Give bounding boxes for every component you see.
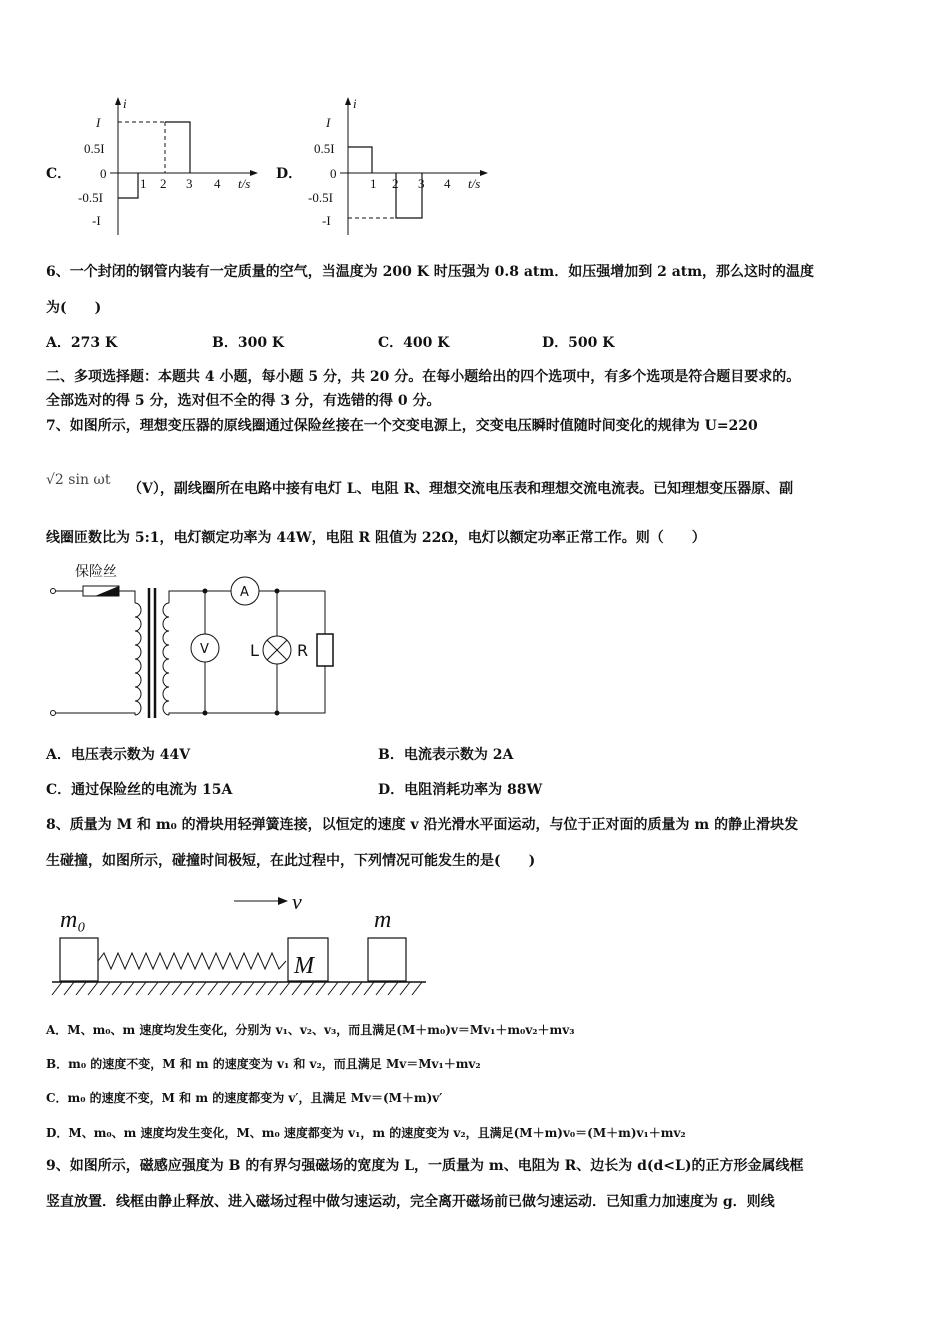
q8-option-d: D．M、m₀、m 速度均发生变化，M、m₀ 速度都变为 v₁，m 的速度变为 v₂，且满足(M＋m)v₀＝(M＋m)v₁＋mv₂ [46,1126,686,1140]
fig-v-label: v [292,889,302,914]
c-tick-I: I [96,115,101,130]
resistor-label: R [297,641,309,660]
q8-option-c: C．m₀ 的速度不变，M 和 m 的速度都变为 v′，且满足 Mv＝(M＋m)v′ [46,1091,443,1105]
c-x3: 3 [186,176,193,191]
q6-option-d: D．500 K [542,335,615,351]
option-d-label: D． [276,166,303,182]
voltmeter-label: V [200,642,209,657]
fuse-label: 保险丝 [75,564,117,580]
q6-line1: 6、一个封闭的钢管内装有一定质量的空气，当温度为 200 K 时压强为 0.8 atm．如压强增加到 2 atm，那么这时的温度 [46,264,815,280]
q8-line1: 8、质量为 M 和 m₀ 的滑块用轻弹簧连接，以恒定的速度 v 沿光滑水平面运动，与位于正对面的质量为 m 的静止滑块发 [46,817,799,833]
c-tick-mI: -I [92,213,101,228]
q8-line2: 生碰撞，如图所示，碰撞时间极短，在此过程中，下列情况可能发生的是( ) [46,853,536,869]
q6-option-a: A．273 K [46,335,118,351]
d-i-label: i [353,96,357,111]
ammeter-label: A [240,585,249,600]
d-tick-I: I [326,115,331,130]
c-tick-m05I: -0.5I [78,190,103,205]
c-x2: 2 [160,176,167,191]
q7-line3: 线圈匝数比为 5:1，电灯额定功率为 44W，电阻 R 阻值为 22Ω，电灯以额定功率正常工作。则（ ） [46,530,706,546]
d-tick-05I: 0.5I [314,141,335,156]
transformer-circuit-diagram [45,558,345,728]
q8-option-a: A．M、m₀、m 速度均发生变化，分别为 v₁、v₂、v₃，而且满足(M＋m₀)v＝Mv₁＋m₀v₂＋mv₃ [46,1023,575,1037]
graph-d [300,95,500,235]
c-x1: 1 [140,176,147,191]
fig-M-label: M [294,953,314,979]
q9-line1: 9、如图所示，磁感应强度为 B 的有界匀强磁场的宽度为 L，一质量为 m、电阻为 R、边长为 d(d<L)的正方形金属线框 [46,1158,804,1174]
d-tick-m05I: -0.5I [308,190,333,205]
q7-formula: √2 sin ωt [46,472,111,488]
q7-option-d: D．电阻消耗功率为 88W [378,782,543,798]
collision-diagram [48,885,428,1000]
section2-line2: 全部选对的得 5 分，选对但不全的得 3 分，有选错的得 0 分。 [46,393,441,409]
q6-option-b: B．300 K [212,335,285,351]
d-tick-0: 0 [330,166,337,181]
c-tick-0: 0 [100,166,107,181]
fig-m0-label: m₀ [60,907,86,933]
d-x2: 2 [392,176,399,191]
lamp-label: L [250,641,259,660]
block-m [368,938,406,981]
section2-line1: 二、多项选择题：本题共 4 小题，每小题 5 分，共 20 分。在每小题给出的四个选项中，有多个选项是符合题目要求的。 [46,369,801,385]
c-i-label: i [123,96,127,111]
d-x1: 1 [370,176,377,191]
c-t-axis: t/s [238,176,251,191]
q7-option-b: B．电流表示数为 2A [378,747,514,763]
q6-option-c: C．400 K [378,335,450,351]
fig-m-label: m [374,907,392,933]
q6-line2: 为( ) [46,300,102,316]
q7-line1: 7、如图所示，理想变压器的原线圈通过保险丝接在一个交变电源上，交变电压瞬时值随时间变化的规律为 U=220 [46,418,758,434]
d-x3: 3 [418,176,425,191]
d-x4: 4 [444,176,451,191]
d-tick-mI: -I [322,213,331,228]
spring [98,953,286,969]
q9-line2: 竖直放置．线框由静止释放、进入磁场过程中做匀速运动，完全离开磁场前已做匀速运动．已知重力加速度为 g．则线 [46,1194,775,1210]
q8-option-b: B．m₀ 的速度不变，M 和 m 的速度变为 v₁ 和 v₂，而且满足 Mv＝Mv₁＋mv₂ [46,1057,481,1071]
q7-line2: （V），副线圈所在电路中接有电灯 L、电阻 R、理想交流电压表和理想交流电流表。已知理想变压器原、副 [128,481,794,497]
d-t-axis: t/s [468,176,481,191]
c-tick-05I: 0.5I [84,141,105,156]
q7-option-c: C．通过保险丝的电流为 15A [46,782,233,798]
c-x4: 4 [214,176,221,191]
graph-c [70,95,270,235]
block-m0 [60,938,98,981]
resistor [317,634,333,666]
option-c-label: C． [46,166,72,182]
q7-option-a: A．电压表示数为 44V [46,747,191,763]
